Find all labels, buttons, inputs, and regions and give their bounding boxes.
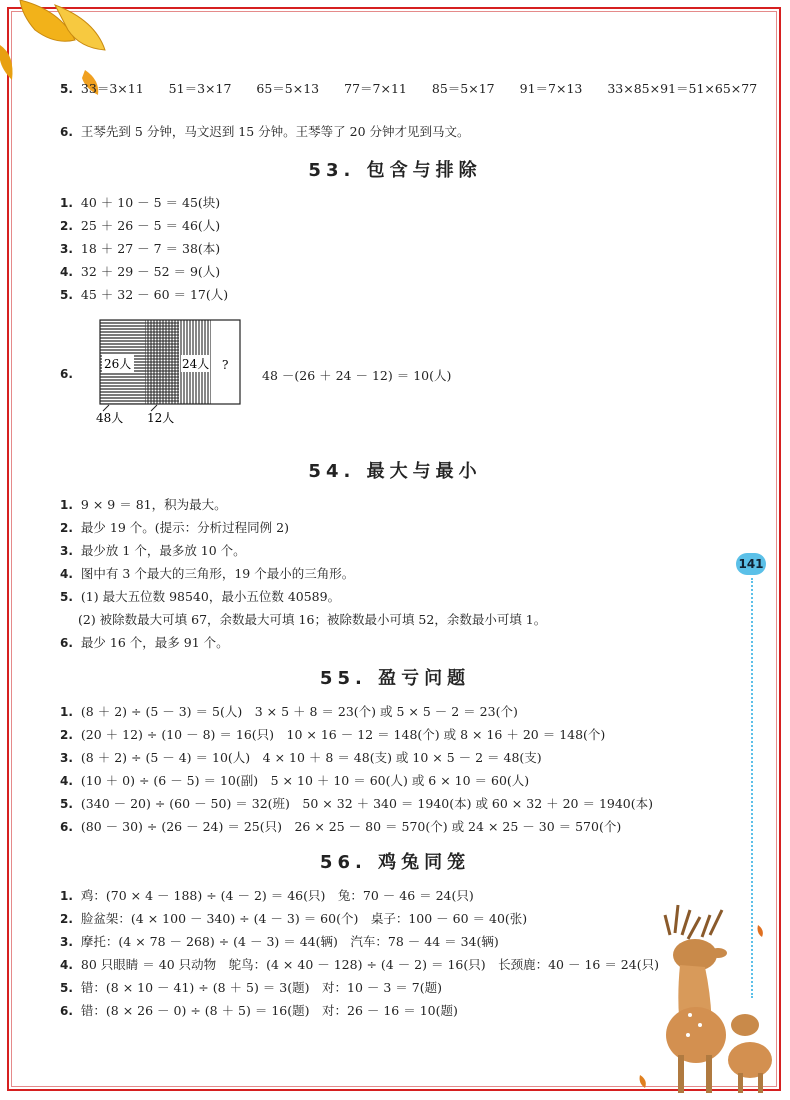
s56-item-2: 2. 脸盆架：(4 × 100 － 340) ÷ (4 － 3) ＝ 60(个) 桌子：100 － 60 ＝ 40(张): [60, 911, 528, 926]
s54-item-5: 5. (1) 最大五位数 98540，最小五位数 40589。: [60, 589, 341, 604]
s53-item-2: 2. 25 ＋ 26 － 5 ＝ 46(人): [60, 218, 221, 233]
s53-item-6-equation: 48 －(26 ＋ 24 － 12) ＝ 10(人): [262, 368, 452, 383]
s55-item-2: 2. (20 ＋ 12) ÷ (10 － 8) ＝ 16(只) 10 × 16 － 12 ＝ 148(个) 或 8 × 16 ＋ 20 ＝ 148(个): [60, 727, 606, 742]
s55-item-1: 1. (8 ＋ 2) ÷ (5 － 3) ＝ 5(人) 3 × 5 ＋ 8 ＝ 23(个) 或 5 × 5 － 2 ＝ 23(个): [60, 704, 518, 719]
s56-item-6: 6. 错：(8 × 26 － 0) ÷ (8 ＋ 5) ＝ 16(题) 对：26 － 16 ＝ 10(题): [60, 1003, 458, 1018]
answer-line-6-top: 6. 王琴先到 5 分钟，马文迟到 15 分钟。王琴等了 20 分钟才见到马文。: [60, 124, 470, 139]
s54-item-6: 6. 最少 16 个，最多 91 个。: [60, 635, 229, 650]
s53-item-4: 4. 32 ＋ 29 － 52 ＝ 9(人): [60, 264, 221, 279]
s55-item-5: 5. (340 － 20) ÷ (60 － 50) ＝ 32(班) 50 × 32 ＋ 340 ＝ 1940(本) 或 60 × 32 ＋ 20 ＝ 1940(本): [60, 796, 654, 811]
s54-item-5-part2: (2) 被除数最大可填 67，余数最大可填 16；被除数最小可填 52，余数最小可填 1。: [78, 612, 547, 627]
section-53-title: 53. 包含与排除: [308, 160, 482, 181]
label-12: 12人: [147, 411, 175, 425]
section-54-title: 54. 最大与最小: [308, 461, 482, 482]
s53-item-5: 5. 45 ＋ 32 － 60 ＝ 17(人): [60, 287, 229, 302]
s54-item-1: 1. 9 × 9 ＝ 81，积为最大。: [60, 497, 227, 512]
s54-item-2: 2. 最少 19 个。(提示：分析过程同例 2): [60, 520, 289, 535]
s56-item-3: 3. 摩托：(4 × 78 － 268) ÷ (4 － 3) ＝ 44(辆) 汽车：78 － 44 ＝ 34(辆): [60, 934, 499, 949]
label-unknown: ?: [222, 358, 229, 372]
s56-item-5: 5. 错：(8 × 10 － 41) ÷ (8 ＋ 5) ＝ 3(题) 对：10 － 3 ＝ 7(题): [60, 980, 442, 995]
section-55-title: 55. 盈亏问题: [319, 668, 471, 689]
s53-item-6-num: 6.: [60, 367, 73, 381]
s54-item-3: 3. 最少放 1 个，最多放 10 个。: [60, 543, 246, 558]
label-26: 26人: [104, 357, 132, 371]
deer-illustration: [630, 905, 785, 1095]
section-56-title: 56. 鸡兔同笼: [319, 852, 471, 873]
overlap-bar-diagram: [96, 319, 241, 425]
s55-item-3: 3. (8 ＋ 2) ÷ (5 － 4) ＝ 10(人) 4 × 10 ＋ 8 ＝ 48(支) 或 10 × 5 － 2 ＝ 48(支): [60, 750, 542, 765]
s53-item-1: 1. 40 ＋ 10 － 5 ＝ 45(块): [60, 195, 221, 210]
s56-item-4: 4. 80 只眼睛 ＝ 40 只动物 鸵鸟：(4 × 40 － 128) ÷ (4 － 2) ＝ 16(只) 长颈鹿：40 － 16 ＝ 24(只): [60, 957, 659, 972]
s54-item-4: 4. 图中有 3 个最大的三角形，19 个最小的三角形。: [60, 566, 355, 581]
label-24: 24人: [182, 357, 210, 371]
s55-item-4: 4. (10 ＋ 0) ÷ (6 － 5) ＝ 10(副) 5 × 10 ＋ 10 ＝ 60(人) 或 6 × 10 ＝ 60(人): [60, 773, 530, 788]
overlap-region: [145, 320, 179, 404]
label-48: 48人: [96, 411, 124, 425]
answer-line-5-top: 5. 33＝3×11 51＝3×17 65＝5×13 77＝7×11 85＝5×17 91＝7×13 33×85×91＝51×65×77: [60, 81, 758, 96]
s53-item-3: 3. 18 ＋ 27 － 7 ＝ 38(本): [60, 241, 221, 256]
page-number-badge: 141: [736, 553, 766, 575]
s55-item-6: 6. (80 － 30) ÷ (26 － 24) ＝ 25(只) 26 × 25 － 80 ＝ 570(个) 或 24 × 25 － 30 ＝ 570(个): [60, 819, 622, 834]
s56-item-1: 1. 鸡：(70 × 4 － 188) ÷ (4 － 2) ＝ 46(只) 兔：70 － 46 ＝ 24(只): [60, 888, 474, 903]
